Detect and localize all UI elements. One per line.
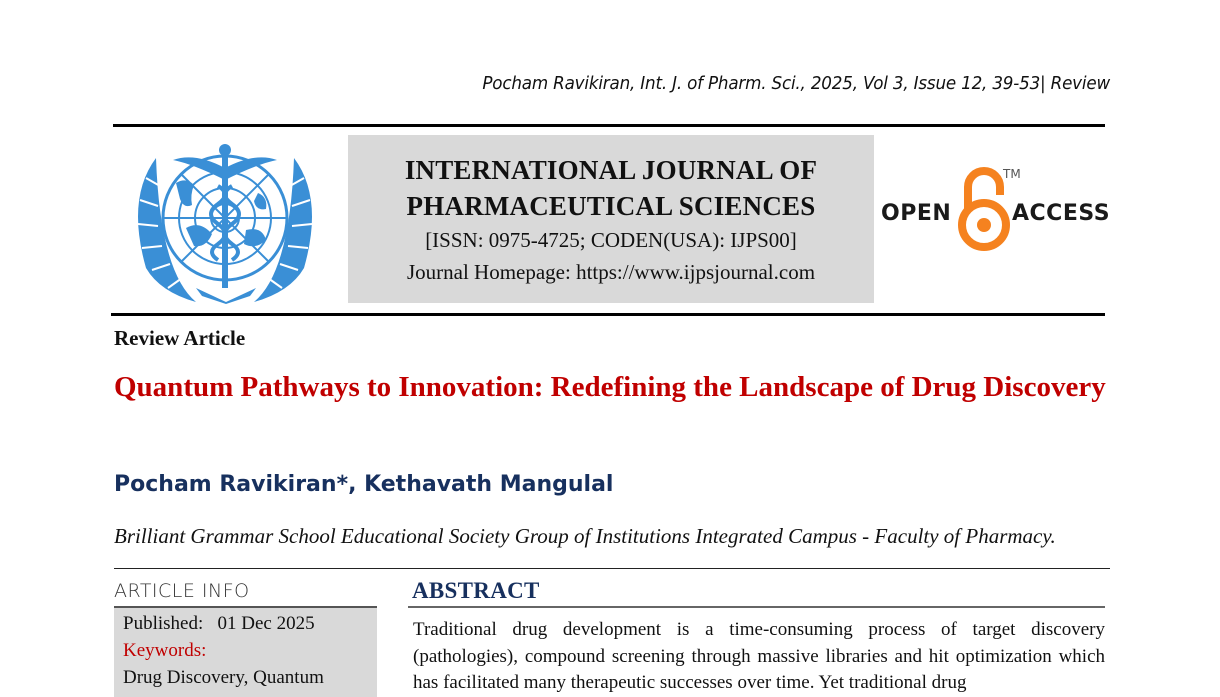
journal-homepage: Journal Homepage: https://www.ijpsjournal.com	[406, 260, 816, 284]
journal-logo	[126, 138, 324, 306]
open-access-badge	[878, 165, 1110, 255]
article-info-heading: ARTICLE INFO	[114, 580, 250, 602]
article-info-box	[114, 606, 377, 697]
journal-masthead	[348, 135, 874, 303]
open-access-right-word: ACCESS	[1012, 201, 1111, 226]
journal-name-line2: PHARMACEUTICAL SCIENCES	[406, 191, 816, 221]
trademark-mark: TM	[1003, 167, 1021, 181]
open-access-left-word: OPEN	[881, 201, 952, 226]
article-type-label: Review Article	[114, 326, 246, 350]
affiliation-rule	[114, 568, 1110, 569]
abstract-heading: ABSTRACT	[412, 578, 540, 603]
journal-issn: [ISSN: 0975-4725; CODEN(USA): IJPS00]	[425, 228, 797, 252]
published-label: Published:	[123, 613, 204, 634]
keywords-label: Keywords:	[123, 640, 207, 661]
abstract-rule	[408, 606, 1105, 608]
article-title: Quantum Pathways to Innovation: Redefining the Landscape of Drug Discovery	[114, 371, 1106, 403]
journal-name-line1: INTERNATIONAL JOURNAL OF	[404, 155, 818, 185]
published-date: 01 Dec 2025	[217, 613, 315, 634]
article-authors: Pocham Ravikiran*, Kethavath Mangulal	[114, 472, 614, 497]
keywords-list: Drug Discovery, Quantum	[123, 667, 324, 688]
header-top-rule	[113, 124, 1105, 127]
article-affiliation: Brilliant Grammar School Educational Society Group of Institutions Integrated Campus - Faculty of Pharmacy.	[114, 524, 1056, 548]
header-bottom-rule	[111, 313, 1105, 316]
running-header: Pocham Ravikiran, Int. J. of Pharm. Sci., 2025, Vol 3, Issue 12, 39-53| Review	[482, 73, 1111, 94]
published-row	[114, 610, 377, 637]
abstract-text: Traditional drug development is a time-consuming process of target discovery (pathologies), compound screening through massive libraries and hit optimization which has facilitated many therapeutic successes over time. Yet traditional drug	[413, 619, 1105, 693]
caduceus-globe-laurel-icon	[126, 138, 324, 306]
